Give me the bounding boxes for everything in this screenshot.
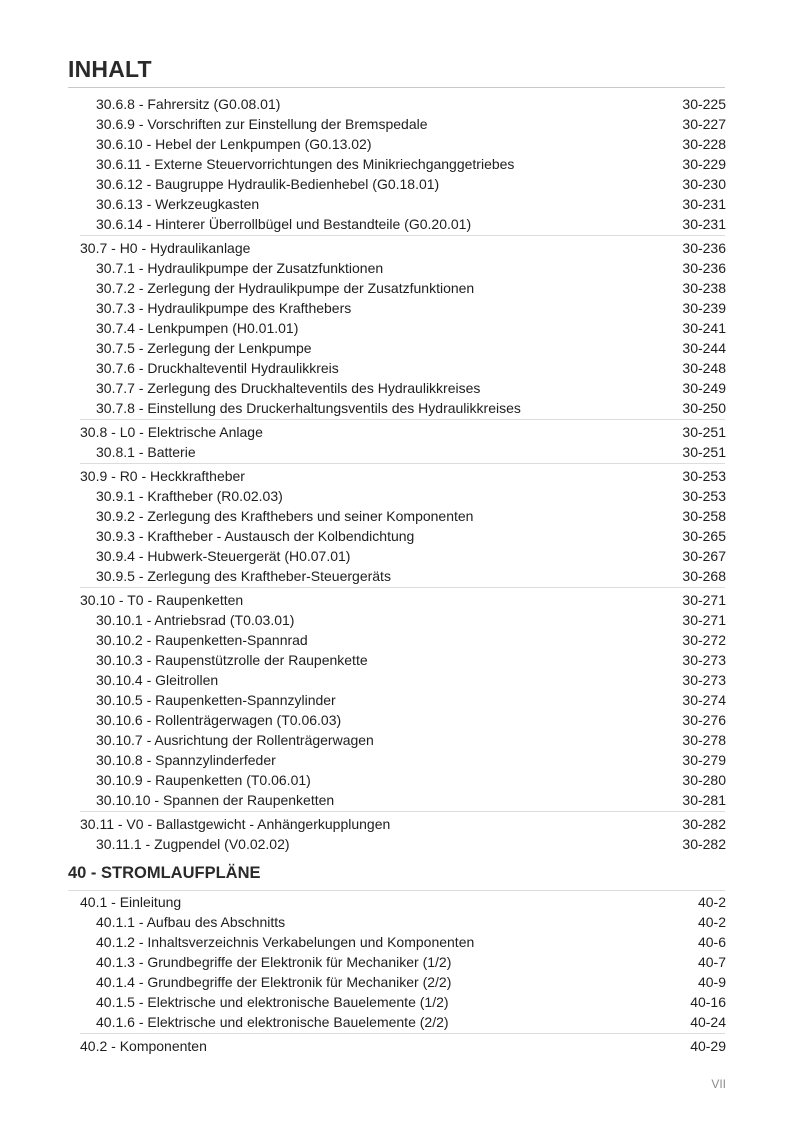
toc-entry[interactable] [0,670,794,690]
toc-entry[interactable] [0,442,794,462]
toc-entry[interactable] [0,566,794,586]
toc-entry-title: 30.6.12 - Baugruppe Hydraulik-Bedienhebel (G0.18.01) [96,176,440,192]
toc-entry-page-number: 30-271 [682,612,726,628]
toc-entry-title: 30.10.10 - Spannen der Raupenketten [96,792,335,808]
toc-entry[interactable] [0,630,794,650]
toc-section-heading[interactable] [0,1036,794,1056]
toc-entry-page-number: 30-282 [682,836,726,852]
toc-entry-page-number: 30-248 [682,360,726,376]
toc-entry-title: 30.10.1 - Antriebsrad (T0.03.01) [96,612,295,628]
toc-entry[interactable] [0,358,794,378]
toc-entry[interactable] [0,526,794,546]
toc-entry-title: 30.7.2 - Zerlegung der Hydraulikpumpe der Zusatzfunktionen [96,280,475,296]
toc-section-heading[interactable] [0,814,794,834]
toc-section-heading-title: 30.11 - V0 - Ballastgewicht - Anhängerkupplungen [80,816,391,832]
toc-entry-page-number: 40-6 [697,934,726,950]
toc-entry-page-number: 40-16 [690,994,726,1010]
section-divider [80,587,725,588]
toc-section-heading-page-number: 40-29 [690,1038,726,1054]
page-title: INHALT [68,56,152,82]
toc-section-heading-page-number: 30-253 [682,468,726,484]
toc-entry-title: 30.6.11 - Externe Steuervorrichtungen des Minikriechganggetriebes [96,156,515,172]
toc-section-heading-page-number: 30-271 [682,592,726,608]
toc-entry-page-number: 40-24 [690,1014,726,1030]
toc-entry-page-number: 30-236 [682,260,726,276]
toc-entry-title: 30.6.9 - Vorschriften zur Einstellung der Bremspedale [96,116,428,132]
chapter-heading[interactable]: 40 - STROMLAUFPLÄNE [68,864,261,882]
toc-section-heading[interactable] [0,590,794,610]
toc-entry[interactable] [0,650,794,670]
toc-entry-title: 30.6.14 - Hinterer Überrollbügel und Bestandteile (G0.20.01) [96,216,472,232]
toc-entry[interactable] [0,298,794,318]
toc-entry[interactable] [0,194,794,214]
toc-entry-title: 30.8.1 - Batterie [96,444,196,460]
toc-entry[interactable] [0,790,794,810]
toc-entry-title: 40.1.6 - Elektrische und elektronische Bauelemente (2/2) [96,1014,449,1030]
toc-entry-title: 30.7.1 - Hydraulikpumpe der Zusatzfunktionen [96,260,384,276]
toc-entry-page-number: 30-276 [682,712,726,728]
toc-entry[interactable] [0,546,794,566]
toc-section-heading[interactable] [0,238,794,258]
toc-section-heading-title: 40.1 - Einleitung [80,894,182,910]
toc-section-heading[interactable] [0,422,794,442]
toc-entry-title: 30.10.9 - Raupenketten (T0.06.01) [96,772,311,788]
toc-section-heading[interactable] [0,892,794,912]
toc-entry-title: 40.1.2 - Inhaltsverzeichnis Verkabelungen und Komponenten [96,934,475,950]
section-divider [80,811,725,812]
toc-entry-title: 30.10.6 - Rollenträgerwagen (T0.06.03) [96,712,342,728]
toc-entry-title: 30.10.5 - Raupenketten-Spannzylinder [96,692,336,708]
toc-section-heading-page-number: 30-251 [682,424,726,440]
toc-entry-page-number: 30-280 [682,772,726,788]
toc-entry-title: 30.6.13 - Werkzeugkasten [96,196,260,212]
toc-entry-page-number: 30-273 [682,652,726,668]
toc-entry-page-number: 30-227 [682,116,726,132]
toc-entry-title: 30.7.8 - Einstellung des Druckerhaltungsventils des Hydraulikkreises [96,400,521,416]
toc-entry-page-number: 30-251 [682,444,726,460]
section-divider [80,235,725,236]
toc-entry[interactable] [0,1012,794,1032]
toc-entry-page-number: 30-228 [682,136,726,152]
toc-entry-page-number: 30-281 [682,792,726,808]
toc-entry-title: 30.7.4 - Lenkpumpen (H0.01.01) [96,320,299,336]
toc-entry[interactable] [0,972,794,992]
page-number: VII [711,1077,726,1091]
toc-entry[interactable] [0,378,794,398]
toc-entry[interactable] [0,610,794,630]
toc-entry[interactable] [0,174,794,194]
toc-entry-page-number: 30-238 [682,280,726,296]
toc-entry-title: 30.10.3 - Raupenstützrolle der Raupenkette [96,652,368,668]
toc-entry-title: 30.6.10 - Hebel der Lenkpumpen (G0.13.02) [96,136,372,152]
toc-entry-title: 30.9.2 - Zerlegung des Krafthebers und seiner Komponenten [96,508,474,524]
toc-entry[interactable] [0,278,794,298]
toc-entry-page-number: 30-253 [682,488,726,504]
toc-entry[interactable] [0,94,794,114]
toc-entry[interactable] [0,318,794,338]
toc-entry[interactable] [0,486,794,506]
toc-entry[interactable] [0,710,794,730]
toc-entry-page-number: 30-279 [682,752,726,768]
toc-section-heading-title: 30.10 - T0 - Raupenketten [80,592,244,608]
toc-entry-title: 40.1.3 - Grundbegriffe der Elektronik für Mechaniker (1/2) [96,954,452,970]
toc-entry[interactable] [0,992,794,1012]
toc-entry-title: 30.11.1 - Zugpendel (V0.02.02) [96,836,290,852]
toc-entry-page-number: 30-230 [682,176,726,192]
toc-entry[interactable] [0,750,794,770]
toc-entry[interactable] [0,134,794,154]
toc-entry[interactable] [0,690,794,710]
toc-section-heading-title: 40.2 - Komponenten [80,1038,207,1054]
toc-entry[interactable] [0,730,794,750]
toc-entry-page-number: 30-229 [682,156,726,172]
toc-section-heading-title: 30.8 - L0 - Elektrische Anlage [80,424,263,440]
toc-entry-title: 30.6.8 - Fahrersitz (G0.08.01) [96,96,281,112]
toc-entry[interactable] [0,952,794,972]
toc-entry-page-number: 30-265 [682,528,726,544]
toc-entry-title: 30.9.1 - Kraftheber (R0.02.03) [96,488,283,504]
toc-entry-page-number: 30-244 [682,340,726,356]
toc-entry-title: 30.7.7 - Zerlegung des Druckhalteventils des Hydraulikkreises [96,380,481,396]
toc-entry-page-number: 30-231 [682,216,726,232]
toc-entry-page-number: 40-9 [697,974,726,990]
toc-entry-page-number: 30-268 [682,568,726,584]
toc-entry-title: 30.9.3 - Kraftheber - Austausch der Kolbendichtung [96,528,415,544]
toc-entry[interactable] [0,770,794,790]
toc-entry[interactable] [0,258,794,278]
toc-entry-page-number: 30-249 [682,380,726,396]
toc-section-heading-title: 30.9 - R0 - Heckkraftheber [80,468,245,484]
toc-section-heading[interactable] [0,466,794,486]
toc-entry-page-number: 30-278 [682,732,726,748]
toc-entry-title: 30.10.2 - Raupenketten-Spannrad [96,632,308,648]
toc-entry-page-number: 30-250 [682,400,726,416]
chapter-divider [68,890,725,891]
toc-entry-title: 30.7.3 - Hydraulikpumpe des Krafthebers [96,300,352,316]
toc-entry-page-number: 30-241 [682,320,726,336]
toc-entry-title: 30.10.4 - Gleitrollen [96,672,219,688]
toc-entry-page-number: 30-231 [682,196,726,212]
toc-entry-page-number: 30-273 [682,672,726,688]
toc-entry[interactable] [0,506,794,526]
toc-section-heading-page-number: 30-236 [682,240,726,256]
toc-entry-title: 30.7.5 - Zerlegung der Lenkpumpe [96,340,312,356]
toc-entry[interactable] [0,114,794,134]
toc-entry[interactable] [0,932,794,952]
section-divider [80,1033,725,1034]
section-divider [80,463,725,464]
toc-entry[interactable] [0,398,794,418]
toc-entry-title: 30.10.7 - Ausrichtung der Rollenträgerwagen [96,732,374,748]
toc-entry-title: 40.1.1 - Aufbau des Abschnitts [96,914,286,930]
toc-entry[interactable] [0,214,794,234]
toc-entry-page-number: 30-225 [682,96,726,112]
toc-entry-page-number: 30-267 [682,548,726,564]
title-divider [68,87,725,88]
toc-section-heading-title: 30.7 - H0 - Hydraulikanlage [80,240,251,256]
toc-entry-page-number: 40-7 [697,954,726,970]
toc-entry-title: 30.10.8 - Spannzylinderfeder [96,752,276,768]
toc-entry[interactable] [0,154,794,174]
toc-entry[interactable] [0,834,794,854]
toc-entry-title: 40.1.5 - Elektrische und elektronische Bauelemente (1/2) [96,994,449,1010]
toc-entry-title: 30.9.4 - Hubwerk-Steuergerät (H0.07.01) [96,548,351,564]
toc-section-heading-page-number: 30-282 [682,816,726,832]
toc-entry[interactable] [0,912,794,932]
toc-entry-title: 30.9.5 - Zerlegung des Kraftheber-Steuergeräts [96,568,391,584]
toc-entry-page-number: 40-2 [697,914,726,930]
toc-entry-page-number: 30-258 [682,508,726,524]
toc-entry-page-number: 30-272 [682,632,726,648]
toc-section-heading-page-number: 40-2 [697,894,726,910]
toc-entry-title: 30.7.6 - Druckhalteventil Hydraulikkreis [96,360,339,376]
toc-entry-page-number: 30-274 [682,692,726,708]
toc-entry[interactable] [0,338,794,358]
toc-entry-page-number: 30-239 [682,300,726,316]
section-divider [80,419,725,420]
toc-entry-title: 40.1.4 - Grundbegriffe der Elektronik für Mechaniker (2/2) [96,974,452,990]
